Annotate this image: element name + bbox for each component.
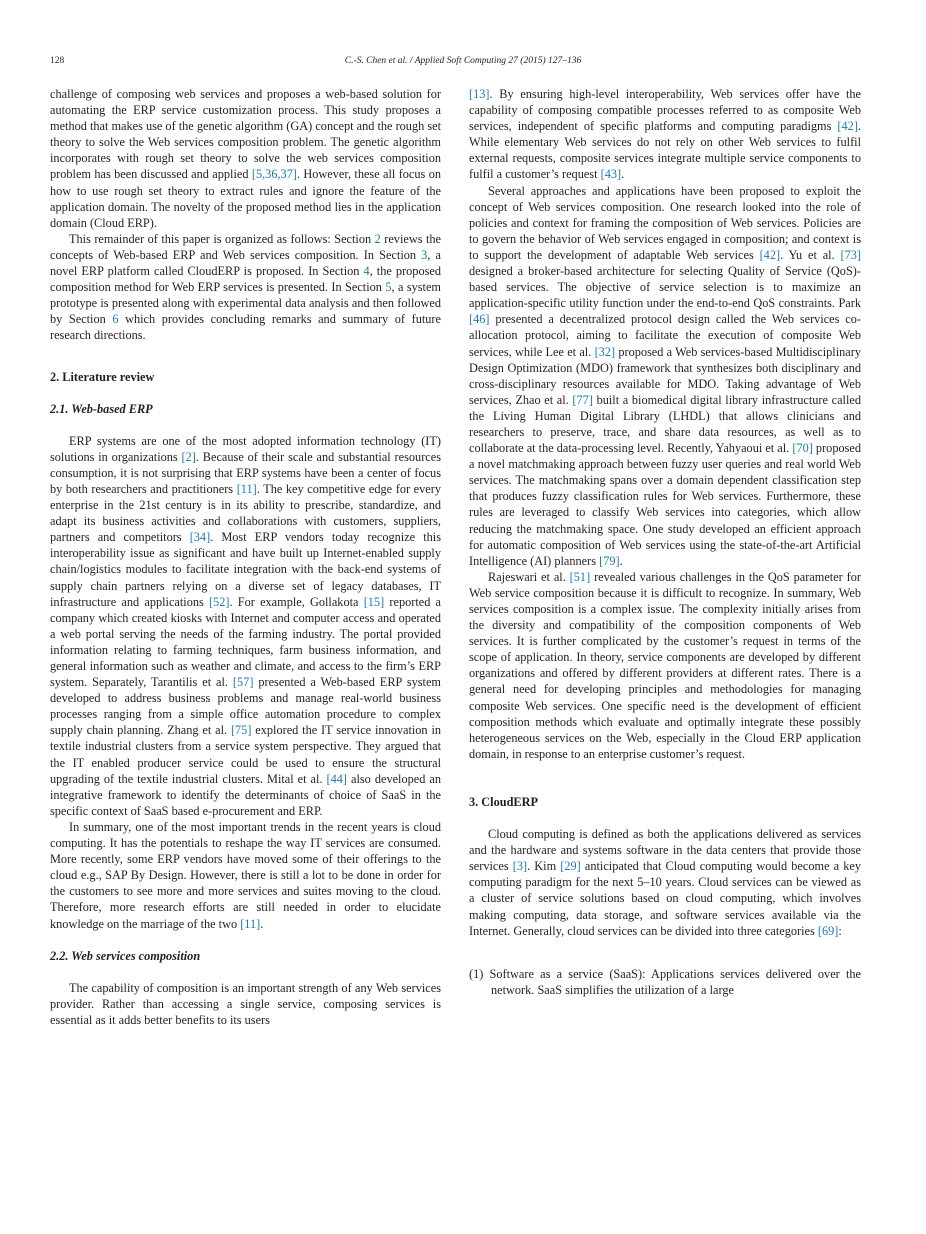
list-item xyxy=(469,966,861,998)
citation-link[interactable]: [43] xyxy=(600,167,622,182)
citation-link[interactable]: [2] xyxy=(181,449,196,464)
text-run: explored the IT service innovation in textile industrial clusters from a service system perspective. They argued that the IT enabled producer service could be used to ensure the structural upgrading of the textile industrial clusters. Mital et al. xyxy=(50,723,442,786)
text-run: . By ensuring high-level interoperability, Web services offer have the capability of composing compatible processes referred to as composite Web services, independent of specific platforms and computing paradigms xyxy=(469,87,861,134)
text-run: . Most ERP vendors today recognize this interoperability issue as significant and have built up Internet-enabled supply chain/logistics modules to facilitate integration with the back-end systems of supply chain partners relying on a diverse set of legacy databases, IT infrastructure and applications xyxy=(50,530,441,609)
text-run: Cloud computing is defined as both the applications delivered as services and the hardware and systems software in the data centers that provide those services xyxy=(469,827,861,874)
citation-link[interactable]: 6 xyxy=(112,312,119,327)
text-run: . The key competitive edge for every enterprise in the 21st century is in its ability to prescribe, standardize, and adapt its business activities and collaborations with customers, suppliers, partners and competitors xyxy=(50,481,441,545)
citation-link[interactable]: [57] xyxy=(232,675,254,690)
text-run: , a system prototype is presented along with experimental data analysis and then followed by Section xyxy=(50,280,441,327)
citation-link[interactable]: [69] xyxy=(817,923,839,938)
right-column xyxy=(469,86,861,998)
text-run: which provides concluding remarks and summary of future research directions. xyxy=(50,312,441,343)
text-run: . However, these all focus on how to use rough set theory to extract rules and ignore the feature of the application domain. The novelty of the proposed method lies in the application domain (Cloud ERP). xyxy=(50,167,441,230)
running-header xyxy=(0,56,926,70)
citation-link[interactable]: [51] xyxy=(569,569,591,584)
citation-link[interactable]: [13] xyxy=(469,87,490,101)
citation-link[interactable]: [52] xyxy=(209,594,230,609)
citation-link[interactable]: [5,36,37] xyxy=(251,167,297,182)
text-run: : xyxy=(838,923,842,938)
left-column xyxy=(50,86,441,1028)
citation-link[interactable]: [79] xyxy=(599,553,620,568)
text-run: (1) Software as a service (SaaS): Applications services delivered over the network. SaaS simplifies the utilization of a large xyxy=(469,966,861,997)
text-run: proposed a Web services-based Multidisciplinary Design Optimization (MDO) framework that synthesizes both disciplinary and cross-disciplinary resources available for MDO. Taking advantage of Web services, Zhao et al. xyxy=(469,344,861,407)
text-run: designed a broker-based architecture for selecting Quality of Service (QoS)-based services. The objective of service selection is to maximize an application-specific utility function under the end-to-end QoS constraints. Park xyxy=(469,264,861,311)
subsection-heading-web-based-erp: 2.1. Web-based ERP xyxy=(50,401,153,416)
text-run: . Because of their scale and substantial resources consumption, it is not surprising that ERP systems have been a center of focus by both researchers and practitioners xyxy=(50,449,441,496)
paragraph xyxy=(50,819,441,932)
text-run: revealed various challenges in the QoS parameter for Web service composition because it is difficult to recognize. In summary, Web services composition is a complex issue. The complexity initially arises from the diversity and compatibility of the composition components of Web services. It is further complicated by the customer’s request in terms of the scope of application. In theory, service components are developed by different organizations and offered by different providers at different rates. There is a general need for developing principles and methodologies for managing composite Web services. One specific need is the development of efficient composition methods which evaluate and optimally integrate these possibly heterogeneous services on the Web, especially in the Cloud ERP application domain, in response to an enterprise customer’s request. xyxy=(469,569,861,761)
citation-link[interactable]: 4 xyxy=(363,264,370,279)
citation-link[interactable]: [42] xyxy=(759,247,781,262)
citation-link[interactable]: [42] xyxy=(837,119,858,134)
paragraph xyxy=(50,86,441,231)
text-run: . xyxy=(621,167,625,182)
text-run: reported a company which created kiosks with Internet and computer access and operated a web portal serving the needs of the farming industry. The portal provided information relating to farming techniques, farm business information, and general information such as weather and climate, and access to the firm’s ERP system. Separately, Tarantilis et al. xyxy=(50,594,442,690)
paragraph xyxy=(469,183,861,569)
text-run: , the proposed composition method for Web ERP services is presented. In Section xyxy=(50,264,441,295)
page-number: 128 xyxy=(50,56,65,66)
section-heading-clouderp: 3. CloudERP xyxy=(469,794,539,809)
text-run: Several approaches and applications have been proposed to exploit the concept of Web services composition. One research looked into the role of policies and context for framing the composition of Web services. Policies are to govern the behavior of Web services engaged in composition; and context is to support the development of adaptable Web services xyxy=(469,183,861,262)
text-run: . For example, Gollakota xyxy=(229,594,364,609)
section-heading-literature-review: 2. Literature review xyxy=(50,369,155,384)
text-run: . While elementary Web services do not rely on other Web services to fulfil external requests, composite services integrate multiple service components to fulfil a customer’s request xyxy=(469,119,861,182)
text-run: The capability of composition is an important strength of any Web services provider. Rather than accessing a single service, composing services is essential as it adds better benefits to its users xyxy=(50,980,441,1027)
text-run: . Kim xyxy=(527,859,561,874)
citation-link[interactable]: [73] xyxy=(840,247,861,262)
text-run: also developed an integrative framework to identify the determinants of choice of SaaS in the specific context of SaaS based e-procurement and ERP. xyxy=(50,771,441,818)
paragraph xyxy=(469,569,861,762)
paragraph xyxy=(50,433,441,819)
citation-link[interactable]: 5 xyxy=(385,280,392,295)
citation-link[interactable]: [32] xyxy=(594,344,616,359)
text-run: reviews the concepts of Web-based ERP and Web services composition. In Section xyxy=(50,231,441,262)
text-run: Rajeswari et al. xyxy=(488,569,570,584)
citation-link[interactable]: [29] xyxy=(560,859,581,874)
text-run: challenge of composing web services and proposes a web-based solution for automating the ERP service customization process. This study proposes a method that makes use of the genetic algorithm (GA) concept and the rough set theory to solve the Web services composition problem. The genetic algorithm incorporates with rough set theory to solve the web services composition problem has been discussed and applied xyxy=(50,87,441,182)
text-run: proposed a novel matchmaking approach between fuzzy user queries and real world Web services. The matchmaking spans over a domain dependent classification step that produces fuzzy classification rules for Web services. Furthermore, these rules are leveraged to classify Web services into categories, which allow reducing the matchmaking space. One study developed an efficient approach for automatic composition of Web services using the state-of-the-art Artificial Intelligence (AI) planners xyxy=(469,441,862,568)
citation-link[interactable]: [77] xyxy=(572,392,593,407)
text-run: . Yu et al. xyxy=(780,247,841,262)
text-run: . xyxy=(619,553,623,568)
citation-link[interactable]: [11] xyxy=(236,481,257,496)
subsection-heading-web-services-composition: 2.2. Web services composition xyxy=(50,948,201,963)
paragraph xyxy=(50,980,441,1028)
text-run: built a biomedical digital library infrastructure called the Living Human Digital Library (LHDL) that allows clinicians and researchers to preserve, trace, and share data resources, as well as to collaborate at the data-processing level. Recently, Yahyaoui et al. xyxy=(469,392,861,456)
paragraph xyxy=(469,826,861,939)
text-run: anticipated that Cloud computing would become a key computing paradigm for the next 5–10 years. Cloud services can be viewed as a cluster of service solutions based on cloud computing, which involves making computing, data storage, and software services available via the Internet. Generally, cloud services can be divided into three categories xyxy=(469,859,861,938)
citation-link[interactable]: [75] xyxy=(230,723,252,738)
journal-citation: C.-S. Chen et al. / Applied Soft Computing 27 (2015) 127–136 xyxy=(344,56,582,66)
text-run: In summary, one of the most important trends in the recent years is cloud computing. It has the potentials to reshape the way IT services are consumed. More recently, some ERP vendors have moved some of their offerings to the cloud e.g., SAP By Design. However, there is still a lot to be done in order for the customers to see more and more services and suites moving to the cloud. Therefore, more research efforts are still needed in order to elucidate knowledge on the marriage of the two xyxy=(50,819,441,931)
citation-link[interactable]: [11] xyxy=(240,916,261,931)
citation-link[interactable]: [34] xyxy=(189,530,211,545)
paragraph xyxy=(50,231,441,344)
citation-link[interactable]: 2 xyxy=(374,231,381,246)
citation-link[interactable]: [44] xyxy=(326,771,348,786)
citation-link[interactable]: 3 xyxy=(421,247,428,262)
text-run: This remainder of this paper is organized as follows: Section xyxy=(69,231,375,246)
text-run: presented a Web-based ERP system developed to address business problems and manage real-world business processes ranging from a simple office automation procedure to complex supply chain planning. Zhang et al. xyxy=(50,675,441,738)
citation-link[interactable]: [46] xyxy=(469,312,490,327)
text-run: . xyxy=(260,916,264,931)
citation-link[interactable]: [70] xyxy=(792,441,813,456)
paragraph xyxy=(469,86,861,183)
text-run: presented a decentralized protocol design called the Web services co-allocation protocol, aiming to facilitate the execution of composite Web services, while Lee et al. xyxy=(469,312,861,359)
citation-link[interactable]: [15] xyxy=(363,594,385,609)
citation-link[interactable]: [3] xyxy=(512,859,528,874)
text-run: , a novel ERP platform called CloudERP is proposed. In Section xyxy=(50,247,441,279)
text-run: ERP systems are one of the most adopted information technology (IT) solutions in organizations xyxy=(50,433,441,464)
